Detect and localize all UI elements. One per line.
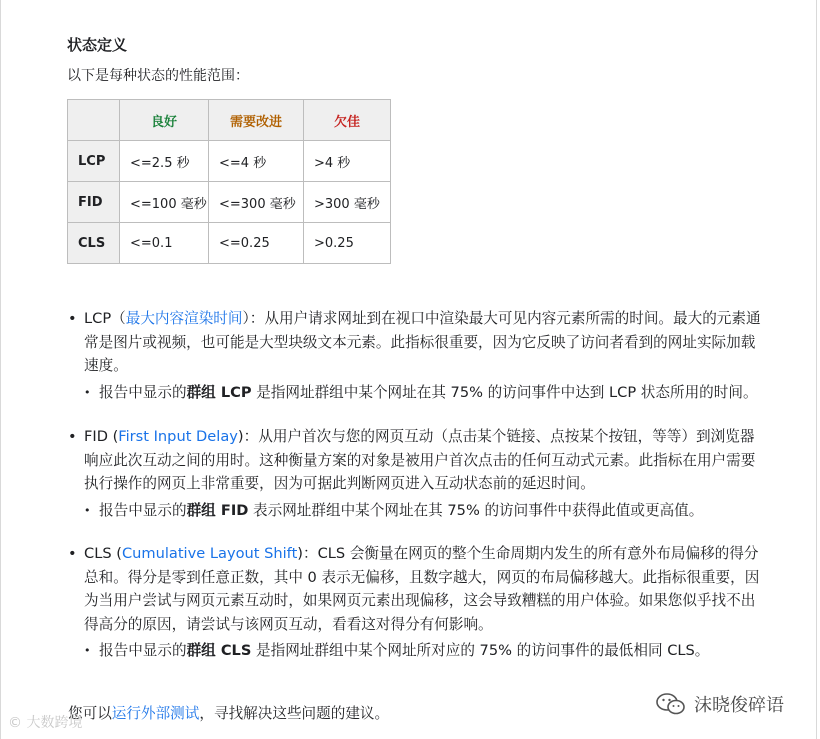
table-row-metric: FID [68,182,120,223]
table-cell-poor: >300 毫秒 [304,182,391,223]
table-cell-needs-improvement: <=300 毫秒 [209,182,304,223]
table-header-empty [68,100,120,141]
sub-text-post: 是指网址群组中某个网址所对应的 75% 的访问事件的最低相同 CLS。 [251,642,710,659]
sub-text-post: 是指网址群组中某个网址在其 75% 的访问事件中达到 LCP 状态所用的时间。 [251,383,758,401]
sub-text-pre: 报告中显示的 [99,642,187,659]
metric-term: LCP [84,310,112,327]
table-header-poor: 欠佳 [304,100,391,141]
table-cell-good: <=0.1 [120,223,209,264]
table-header-needs-improvement: 需要改进 [209,100,304,141]
table-cell-poor: >4 秒 [304,141,391,182]
metric-description: ：从用户首次与您的网页互动（点击某个链接、点按某个按钮，等等）到浏览器响应此次互动之间的用时。这种衡量方案的对象是被用户首次点击的任何互动式元素。此指标在用户需要执行操作的网页上非常重要，因为可据此判断网页进入互动状态前的延迟时间。 [84,428,756,492]
table-row [68,223,391,264]
watermark-left: © 大数跨境 [8,715,83,731]
table-row-metric: CLS [68,223,120,264]
bullet-icon: • [68,428,77,445]
sub-text-bold: 群组 FID [186,501,249,519]
metric-term: FID [84,428,108,445]
table-cell-needs-improvement: <=0.25 [209,223,304,264]
table-row-metric: LCP [68,141,120,182]
sub-list-item-cls [68,639,768,663]
sub-list-item-fid [68,499,768,523]
page-border-left [0,0,1,739]
table-cell-needs-improvement: <=4 秒 [209,141,304,182]
close-paren: ） [242,310,250,327]
table-header-good: 良好 [120,100,209,141]
outro-pre: 您可以 [68,705,112,722]
open-paren: ( [107,428,119,445]
bullet-icon: • [68,310,77,327]
sub-bullet-icon: • [84,385,91,399]
metric-description: ：CLS 会衡量在网页的整个生命周期内发生的所有意外布局偏移的得分总和。得分是零到任意正数，其中 0 表示无偏移，且数字越大，网页的布局偏移越大。此指标很重要，因为当用户尝试与网页元素互动时，如果网页元素出现偏移，这会导致糟糕的用户体验。如果您似乎找不出得高分的原因，请尝试与该网页互动，看看这对得分有何影响。 [84,545,760,633]
run-external-test-link[interactable]: 运行外部测试 [111,705,200,722]
sub-text-pre: 报告中显示的 [99,501,187,519]
intro-text: 以下是每种状态的性能范围： [67,68,249,84]
page-border-right [816,0,817,739]
list-item-cls [68,542,768,636]
wechat-icon [656,692,686,716]
metric-term: CLS [84,545,112,562]
sub-list-item-lcp [68,381,768,405]
close-paren: ) [237,428,244,445]
bullet-icon: • [68,545,77,562]
outro-post: ，寻找解决这些问题的建议。 [199,705,390,722]
sub-bullet-icon: • [84,503,91,517]
list-item-lcp [68,307,768,378]
fid-link[interactable]: First Input Delay [118,428,238,445]
sub-text-bold: 群组 LCP [186,383,252,401]
open-paren: （ [111,310,126,327]
status-range-table [67,99,391,264]
table-header-row [68,100,391,141]
metric-description: ：从用户请求网址到在视口中渲染最大可见内容元素所需的时间。最大的元素通常是图片或视频，也可能是大型块级文本元素。此指标很重要，因为它反映了访问者看到的网址实际加载速度。 [84,310,761,374]
lcp-link[interactable]: 最大内容渲染时间 [125,310,243,327]
section-heading: 状态定义 [67,36,128,54]
metric-definitions-list [68,307,768,663]
table-cell-poor: >0.25 [304,223,391,264]
open-paren: ( [111,545,122,562]
table-row [68,141,391,182]
sub-bullet-icon: • [84,644,91,657]
table-cell-good: <=100 毫秒 [120,182,209,223]
table-cell-good: <=2.5 秒 [120,141,209,182]
sub-text-bold: 群组 CLS [186,642,252,659]
sub-text-pre: 报告中显示的 [99,383,187,401]
list-item-fid [68,425,768,496]
outro-text [68,702,389,723]
watermark-right-text: 沫晓俊碎语 [694,695,784,716]
table-row [68,182,391,223]
watermark-right [656,691,784,717]
close-paren: ) [297,545,303,562]
sub-text-post: 表示网址群组中某个网址在其 75% 的访问事件中获得此值或更高值。 [248,501,704,519]
cls-link[interactable]: Cumulative Layout Shift [121,545,298,562]
